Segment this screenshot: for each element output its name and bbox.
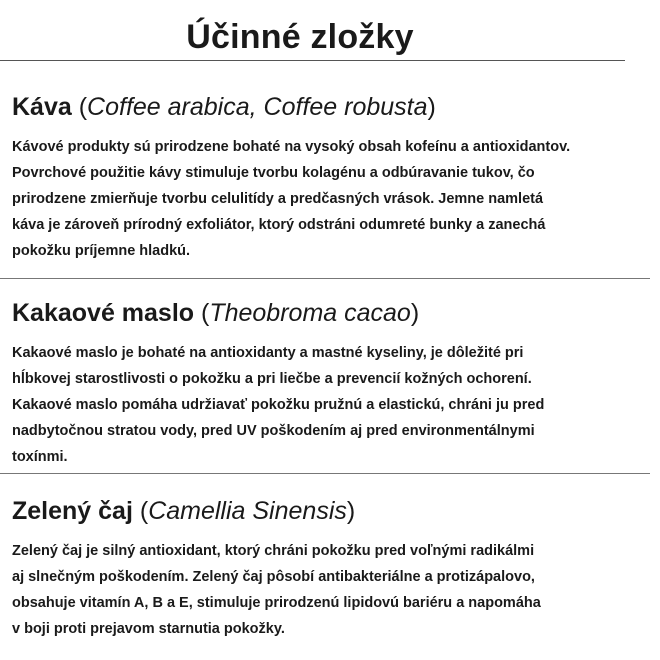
ingredient-description [12,538,652,642]
title-divider [0,60,625,61]
ingredient-latin-name: Camellia Sinensis [148,497,347,525]
section-divider [0,278,650,279]
description-line: v boji proti prejavom starnutia pokožky. [12,621,285,637]
ingredient-latin-name: Coffee arabica, Coffee robusta [87,93,428,121]
description-line: Kávové produkty sú prirodzene bohaté na vysoký obsah kofeínu a antioxidantov. [12,139,571,155]
ingredient-description [12,340,652,470]
description-line: toxínmi. [12,449,68,465]
ingredient-description [12,134,652,264]
description-line: prirodzene zmierňuje tvorbu celulitídy a predčasných vrások. Jemne namletá [12,191,544,207]
ingredient-heading: Káva (Coffee arabica, Coffee robusta) [12,93,436,121]
page-title: Účinné zložky [186,18,414,56]
description-line: pokožku príjemne hladkú. [12,243,191,259]
description-line: Povrchové použitie kávy stimuluje tvorbu kolagénu a odbúravanie tukov, čo [12,165,535,181]
ingredient-section-cocoa-butter [12,298,652,470]
section-divider [0,473,650,474]
ingredient-latin-name: Theobroma cacao [209,299,411,327]
description-line: hĺbkovej starostlivosti o pokožku a pri liečbe a prevencií kožných ochorení. [12,371,532,387]
ingredient-section-coffee [12,92,652,264]
ingredient-name: Kakaové maslo [12,299,195,327]
ingredient-name: Káva [12,93,72,121]
ingredient-name: Zelený čaj [12,497,133,525]
ingredient-section-green-tea [12,496,652,642]
description-line: Kakaové maslo pomáha udržiavať pokožku pružnú a elastickú, chráni ju pred [12,397,545,413]
description-line: aj slnečným poškodením. Zelený čaj pôsobí antibakteriálne a protizápalovo, [12,569,535,585]
ingredient-heading: Zelený čaj (Camellia Sinensis) [12,497,356,525]
description-line: káva je zároveň prírodný exfoliátor, ktorý odstráni odumreté bunky a zanechá [12,217,546,233]
description-line: Zelený čaj je silný antioxidant, ktorý chráni pokožku pred voľnými radikálmi [12,543,535,559]
description-line: nadbytočnou stratou vody, pred UV poškodením aj pred environmentálnymi [12,423,535,439]
description-line: obsahuje vitamín A, B a E, stimuluje prirodzenú lipidovú bariéru a napomáha [12,595,541,611]
ingredient-heading: Kakaové maslo (Theobroma cacao) [12,299,420,327]
description-line: Kakaové maslo je bohaté na antioxidanty a mastné kyseliny, je dôležité pri [12,345,524,361]
